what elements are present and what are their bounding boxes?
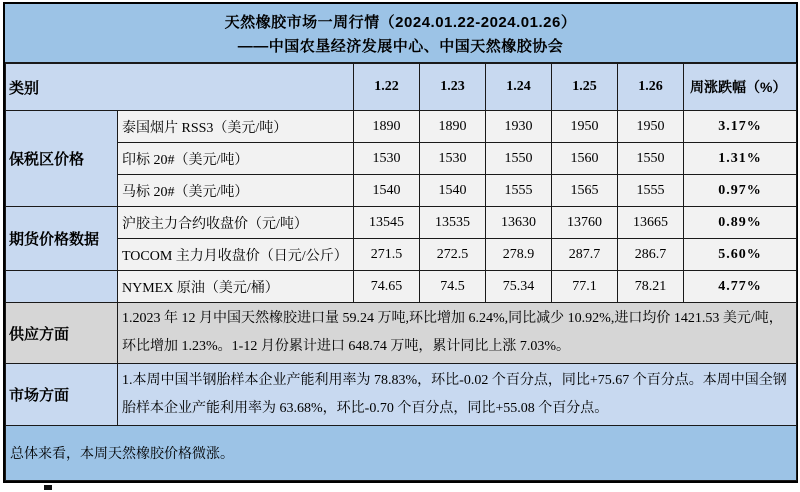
table-row [6,175,797,207]
change-cell: 5.60% [684,239,797,271]
section-text-cell: 1.2023 年 12 月中国天然橡胶进口量 59.24 万吨,环比增加 6.24%,同比减少 10.92%,进口均价 1421.53 美元/吨，环比增加 1.23%。1-12 月份累计进口 648.74 万吨，累计同比上涨 7.03%。 [118,303,797,364]
value-cell: 271.5 [354,239,420,271]
value-cell: 1540 [420,175,486,207]
value-cell: 1890 [420,111,486,143]
value-cell: 1540 [354,175,420,207]
value-cell: 1530 [420,143,486,175]
change-cell: 3.17% [684,111,797,143]
value-cell: 1550 [486,143,552,175]
summary-row [6,426,797,481]
value-cell: 13535 [420,207,486,239]
title-band [5,4,796,63]
header-row [6,64,797,111]
table-row [6,143,797,175]
value-cell: 78.21 [618,271,684,303]
value-cell: 272.5 [420,239,486,271]
change-header-cell: 周涨跌幅（%） [684,64,797,111]
value-cell: 1555 [486,175,552,207]
rubber-weekly-report-sheet [3,2,798,483]
value-cell: 13665 [618,207,684,239]
table-row [6,111,797,143]
group-label-cell: 保税区价格 [6,111,118,207]
value-cell: 278.9 [486,239,552,271]
value-cell: 1550 [618,143,684,175]
section-label-cell: 市场方面 [6,364,118,426]
change-cell: 4.77% [684,271,797,303]
value-cell: 13545 [354,207,420,239]
value-cell: 286.7 [618,239,684,271]
change-cell: 1.31% [684,143,797,175]
value-cell: 1890 [354,111,420,143]
value-cell: 1530 [354,143,420,175]
value-cell: 1565 [552,175,618,207]
price-table-body [6,111,797,481]
value-cell: 13630 [486,207,552,239]
value-cell: 1560 [552,143,618,175]
value-cell: 77.1 [552,271,618,303]
summary-cell: 总体来看，本周天然橡胶价格微涨。 [6,426,797,481]
report-title: 天然橡胶市场一周行情（2024.01.22-2024.01.26） [224,13,577,31]
value-cell: 1555 [618,175,684,207]
date-header-cell: 1.23 [420,64,486,111]
group-label-cell: 期货价格数据 [6,207,118,271]
price-table-head [6,64,797,111]
item-label-cell: TOCOM 主力月收盘价（日元/公斤） [118,239,354,271]
table-row [6,207,797,239]
value-cell: 74.65 [354,271,420,303]
item-label-cell: NYMEX 原油（美元/桶） [118,271,354,303]
date-header-cell: 1.25 [552,64,618,111]
price-table [5,63,797,481]
section-label-cell: 供应方面 [6,303,118,364]
item-label-cell: 印标 20#（美元/吨） [118,143,354,175]
section-row [6,364,797,426]
value-cell: 1950 [618,111,684,143]
table-row [6,271,797,303]
section-text-cell: 1.本周中国半钢胎样本企业产能利用率为 78.83%，环比-0.02 个百分点，同比+75.67 个百分点。本周中国全钢胎样本企业产能利用率为 63.68%，环比-0.70 个百分点，同比+55.08 个百分点。 [118,364,797,426]
date-header-cell: 1.22 [354,64,420,111]
category-header-cell: 类别 [6,64,354,111]
cursor-mark [44,485,52,490]
value-cell: 13760 [552,207,618,239]
change-cell: 0.89% [684,207,797,239]
value-cell: 75.34 [486,271,552,303]
table-row [6,239,797,271]
change-cell: 0.97% [684,175,797,207]
value-cell: 1930 [486,111,552,143]
report-subtitle: ——中国农垦经济发展中心、中国天然橡胶协会 [237,37,564,55]
value-cell: 287.7 [552,239,618,271]
group-label-cell [6,271,118,303]
value-cell: 1950 [552,111,618,143]
item-label-cell: 沪胶主力合约收盘价（元/吨） [118,207,354,239]
date-header-cell: 1.24 [486,64,552,111]
value-cell: 74.5 [420,271,486,303]
item-label-cell: 泰国烟片 RSS3（美元/吨） [118,111,354,143]
date-header-cell: 1.26 [618,64,684,111]
section-row [6,303,797,364]
item-label-cell: 马标 20#（美元/吨） [118,175,354,207]
